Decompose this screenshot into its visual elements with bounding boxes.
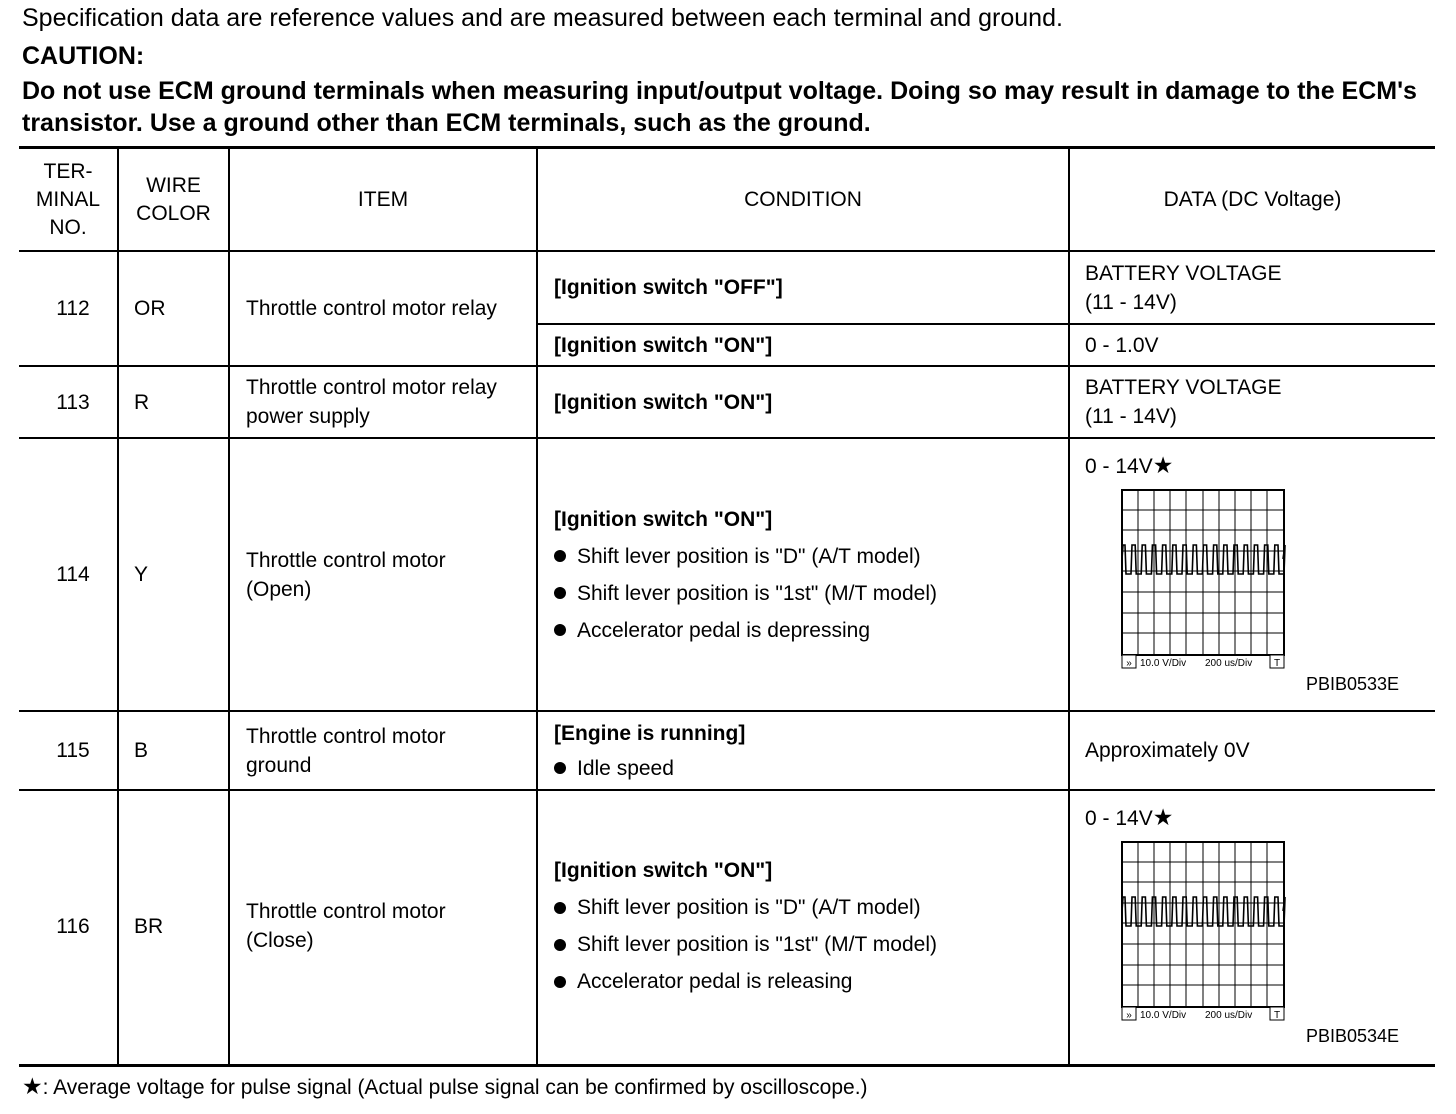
oscilloscope-grid (1121, 489, 1287, 669)
data-value (1085, 252, 1430, 323)
scope-marker-right: T (1273, 1010, 1281, 1021)
condition (554, 252, 1064, 323)
condition-value: [Ignition switch "ON"] (554, 333, 773, 357)
terminal-no (19, 712, 127, 789)
bullet-item (554, 754, 1064, 783)
condition-value: [Ignition switch "ON"] (554, 390, 773, 414)
header-condition (538, 149, 1068, 250)
data-line: (11 - 14V) (1085, 290, 1177, 314)
condition-value: [Engine is running] (554, 721, 746, 745)
scope-marker-left: » (1126, 1010, 1132, 1021)
item-line: Throttle control motor (246, 900, 446, 923)
bullet-text: Accelerator pedal is releasing (577, 970, 853, 993)
data-line: BATTERY VOLTAGE (1085, 261, 1282, 285)
bullet-text: Shift lever position is "1st" (M/T model) (577, 581, 937, 605)
condition (554, 791, 1064, 1061)
scope-time-div: 200 us/Div (1205, 1010, 1253, 1021)
condition-value: [Ignition switch "ON"] (554, 507, 773, 531)
wire-color (134, 439, 228, 710)
data-text: 0 - 14V (1085, 455, 1153, 478)
terminal-value: 115 (56, 739, 90, 762)
item-line: Throttle control motor (246, 724, 446, 748)
terminal-value: 113 (56, 390, 90, 414)
footnote (22, 1073, 868, 1100)
terminal-value: 112 (56, 297, 90, 320)
bullet-item (554, 893, 1064, 922)
item-line: (Close) (246, 929, 314, 952)
intro-text: Specification data are reference values and are measured between each terminal and ground. (22, 4, 1063, 32)
star-icon: ★ (1152, 804, 1174, 830)
bullet-text: Shift lever position is "D" (A/T model) (577, 896, 921, 919)
bullet-icon (554, 587, 566, 599)
data-line (1085, 803, 1430, 833)
item-line: power supply (246, 405, 370, 428)
header-data (1070, 149, 1435, 250)
wire-value: BR (134, 914, 164, 938)
bullet-item (554, 579, 1064, 608)
condition-value: [Ignition switch "ON"] (554, 859, 773, 882)
oscilloscope-waveform (1121, 841, 1287, 1021)
bullet-item (554, 616, 1064, 645)
data-line (1085, 451, 1430, 481)
header-item-label: ITEM (357, 187, 409, 211)
item (246, 439, 536, 710)
item-line: Throttle control motor relay (246, 376, 497, 399)
caution-title: CAUTION: (22, 42, 145, 70)
terminal-value: 116 (56, 914, 90, 938)
condition (554, 367, 1064, 437)
wire-color (134, 252, 228, 365)
header-wire-line: WIRE (146, 173, 201, 197)
item-line: ground (246, 753, 312, 777)
star-icon: ★ (22, 1073, 43, 1099)
scope-marker-right: T (1273, 658, 1281, 669)
bullet-icon (554, 762, 566, 774)
column-divider (536, 149, 538, 1064)
data-line: (11 - 14V) (1085, 405, 1177, 428)
scope-marker-left: » (1126, 658, 1132, 669)
terminal-no (19, 367, 127, 437)
header-wire-color (119, 149, 228, 250)
terminal-value: 114 (56, 563, 90, 586)
figure-code: PBIB0534E (1306, 1026, 1400, 1046)
data-value (1085, 451, 1430, 481)
item (246, 367, 536, 437)
footnote-text: : Average voltage for pulse signal (Actual pulse signal can be confirmed by oscilloscope.) (42, 1076, 868, 1099)
header-wire-line: COLOR (136, 201, 211, 225)
wire-color (134, 712, 228, 789)
scope-time-div: 200 us/Div (1205, 658, 1253, 669)
data-value (1085, 325, 1430, 365)
terminal-no (19, 252, 127, 365)
terminal-no (19, 439, 127, 710)
condition (554, 325, 1064, 365)
wire-value: R (134, 390, 150, 414)
item (246, 712, 536, 789)
header-terminal-line: MINAL (35, 187, 101, 211)
item-line: Throttle control motor (246, 548, 446, 572)
wire-value: OR (134, 297, 166, 320)
wire-value: B (134, 739, 149, 762)
caution-text: Do not use ECM ground terminals when measuring input/output voltage. Doing so may result in damage to the ECM's transistor. Use a ground other than ECM terminals, such as the ground. (22, 77, 1417, 137)
bullet-icon (554, 939, 566, 951)
wire-color (134, 367, 228, 437)
header-terminal-line: TER- (43, 159, 93, 183)
bullet-text: Idle speed (577, 756, 674, 780)
terminal-spec-table (19, 146, 1435, 1067)
figure-code: PBIB0533E (1306, 674, 1400, 694)
wire-value: Y (134, 563, 149, 586)
bullet-icon (554, 550, 566, 562)
scope-volt-div: 10.0 V/Div (1140, 1010, 1187, 1021)
column-divider (228, 149, 230, 1064)
scope-volt-div: 10.0 V/Div (1140, 658, 1187, 669)
oscilloscope-grid (1121, 841, 1287, 1021)
bullet-icon (554, 976, 566, 988)
oscilloscope-waveform (1121, 489, 1287, 669)
bullet-item (554, 542, 1064, 571)
data-line: 0 - 1.0V (1085, 333, 1159, 357)
item (246, 252, 536, 365)
data-value (1085, 712, 1430, 789)
item (246, 791, 536, 1061)
item-value: Throttle control motor relay (246, 297, 497, 320)
condition (554, 712, 1064, 789)
bullet-text: Shift lever position is "D" (A/T model) (577, 544, 921, 568)
star-icon: ★ (1152, 452, 1174, 478)
bullet-text: Shift lever position is "1st" (M/T model) (577, 933, 937, 956)
data-line: Approximately 0V (1085, 739, 1250, 762)
data-text: 0 - 14V (1085, 807, 1153, 830)
bullet-icon (554, 902, 566, 914)
data-value (1085, 803, 1430, 833)
bullet-item (554, 967, 1064, 996)
bullet-icon (554, 624, 566, 636)
condition (554, 439, 1064, 710)
condition-value: [Ignition switch "OFF"] (554, 276, 783, 299)
item-line: (Open) (246, 577, 312, 601)
header-data-label: DATA (DC Voltage) (1163, 187, 1342, 211)
data-line: BATTERY VOLTAGE (1085, 376, 1282, 399)
header-terminal-no (19, 149, 117, 250)
bullet-text: Accelerator pedal is depressing (577, 618, 870, 642)
bullet-item (554, 930, 1064, 959)
header-condition-label: CONDITION (744, 187, 862, 211)
header-item (230, 149, 536, 250)
header-terminal-line: NO. (49, 215, 87, 239)
terminal-no (19, 791, 127, 1061)
column-divider (1068, 149, 1070, 1064)
data-value (1085, 367, 1430, 437)
wire-color (134, 791, 228, 1061)
